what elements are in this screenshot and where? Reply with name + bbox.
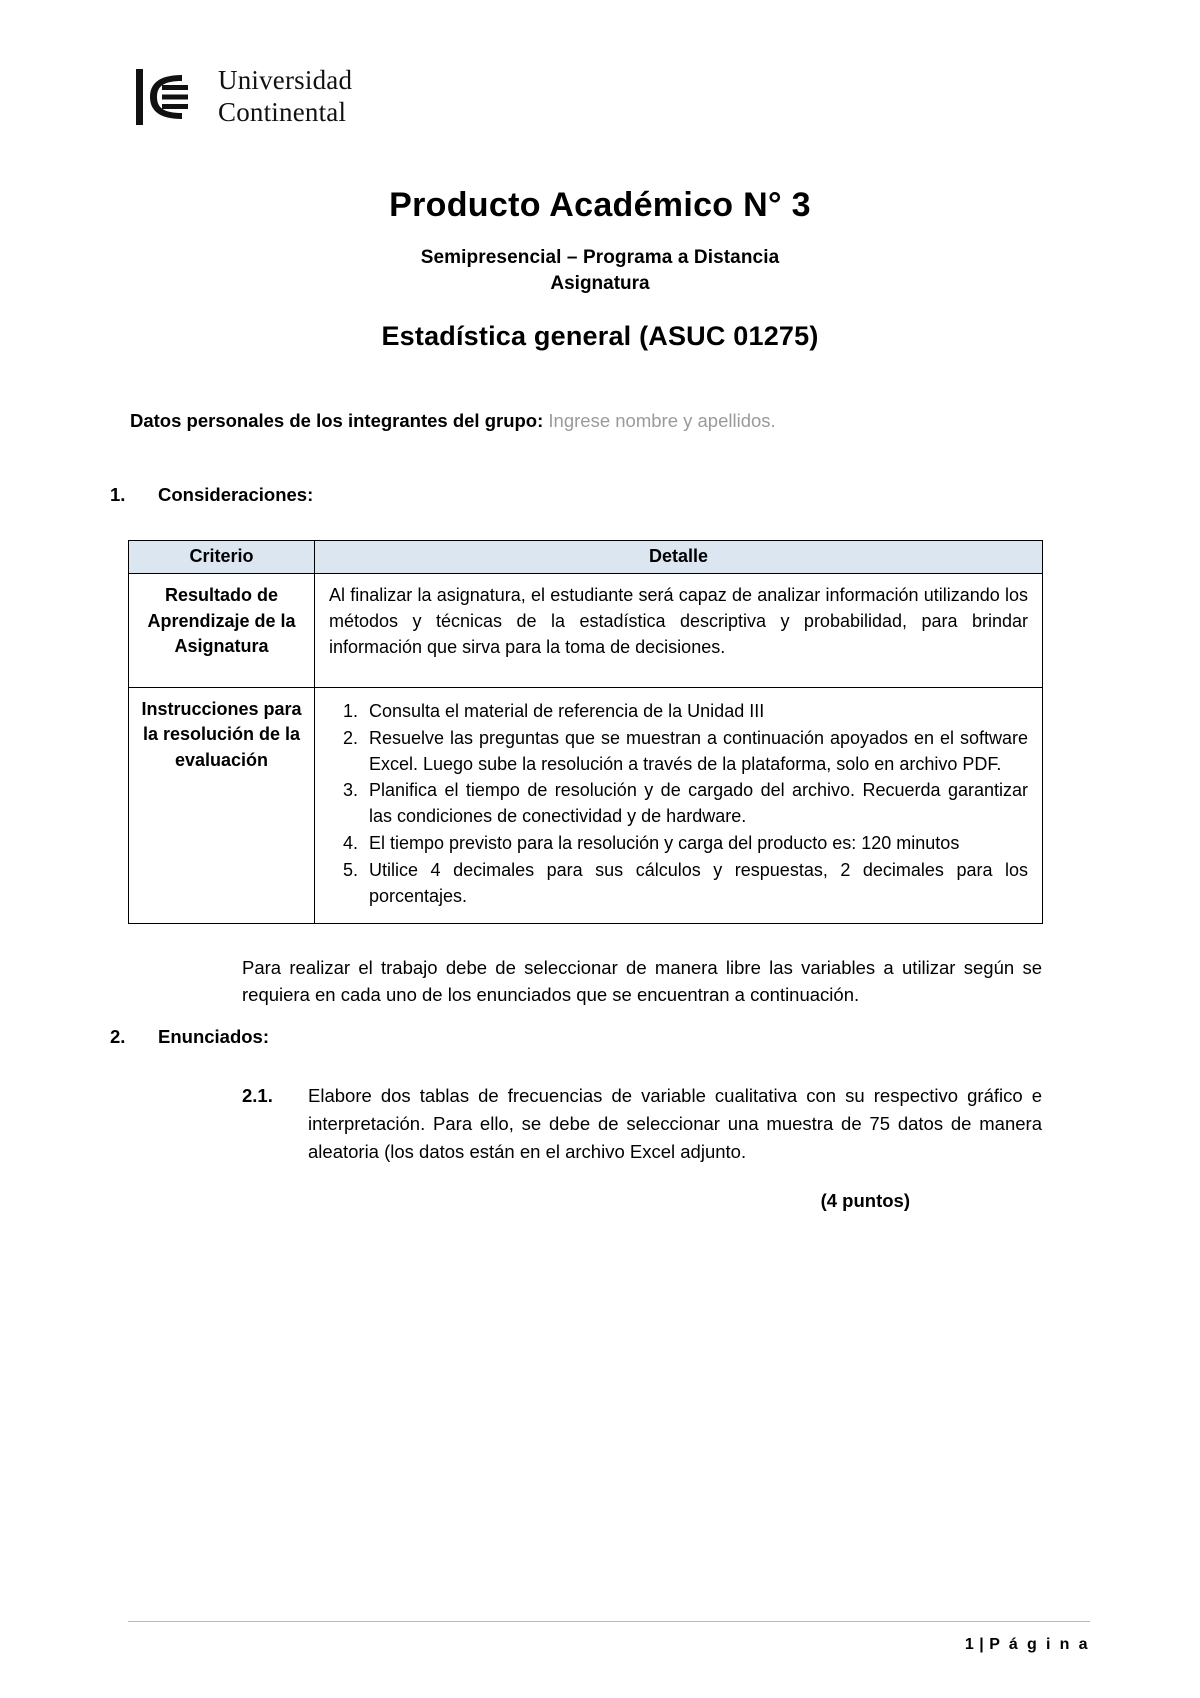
table-header-detalle: Detalle (315, 541, 1043, 574)
row-detail-instrucciones (315, 687, 1043, 923)
footer-separator: | (979, 1636, 985, 1653)
list-item: 2. Resuelve las preguntas que se muestran a continuación apoyados en el software Excel. Luego sube la resolución a través de la plataforma, solo en archivo PDF. (363, 726, 1028, 778)
program-subtitle: Semipresencial – Programa a Distancia (420, 247, 780, 268)
instructions-list (329, 699, 1028, 910)
table-row (129, 574, 1043, 688)
statement-text: Elabore dos tablas de frecuencias de variable cualitativa con su respectivo gráfico e interpretación. Para ello, se debe de seleccionar una muestra de 75 datos de manera aleatoria (los datos están en el archivo Excel adjunto. (308, 1084, 1042, 1163)
list-item: 3. Planifica el tiempo de resolución y de cargado del archivo. Recuerda garantizar las condiciones de conectividad y de hardware. (363, 778, 1028, 830)
asignatura-label: Asignatura (550, 273, 650, 294)
section-2-label: Enunciados: (158, 1025, 270, 1047)
statement-points: (4 puntos) (820, 1190, 910, 1212)
brand-line-2: Continental (218, 97, 347, 127)
brand-line-1: Universidad (218, 65, 353, 96)
list-item: 1. Consulta el material de referencia de la Unidad III (363, 699, 1028, 725)
list-item: 5. Utilice 4 decimales para sus cálculos y respuestas, 2 decimales para los porcentajes. (363, 858, 1028, 910)
section-1-label: Consideraciones: (158, 484, 314, 505)
footer-divider (128, 1621, 1090, 1622)
footer-page-word: P á g i n a (989, 1636, 1090, 1653)
footer-page-number: 1 (964, 1636, 975, 1653)
section-consideraciones (110, 484, 1090, 506)
row-label-resultado: Resultado de Aprendizaje de la Asignatura (129, 574, 315, 688)
personal-data-label: Datos personales de los integrantes del grupo: (130, 410, 544, 431)
row-detail-resultado: Al finalizar la asignatura, el estudiante será capaz de analizar información utilizando los métodos y técnicas de la estadística descriptiva y probabilidad, para brindar información que sirva para la toma de decisiones. (315, 574, 1043, 688)
brand-name (218, 65, 352, 129)
table-row (129, 687, 1043, 923)
section-2-number: 2. (110, 1025, 126, 1047)
brand-header (130, 54, 1090, 140)
list-item: 4. El tiempo previsto para la resolución y carga del producto es: 120 minutos (363, 831, 1028, 857)
universidad-continental-logo-icon (130, 61, 202, 133)
section-enunciados (110, 1026, 1090, 1048)
statement-2-1 (242, 1082, 1042, 1166)
personal-data-placeholder[interactable]: Ingrese nombre y apellidos. (543, 410, 776, 431)
section-1-number: 1. (110, 484, 126, 505)
table-header-criterio: Criterio (129, 541, 315, 574)
personal-data-line (130, 410, 1090, 432)
criteria-table (128, 540, 1043, 924)
footer-page-label (128, 1636, 1090, 1654)
intro-paragraph: Para realizar el trabajo debe de seleccionar de manera libre las variables a utilizar según se requiera en cada uno de los enunciados que se encuentran a continuación. (242, 956, 1042, 1005)
course-title: Estadística general (ASUC 01275) (381, 321, 819, 351)
table-header-row (129, 541, 1043, 574)
page-title: Producto Académico N° 3 (389, 186, 811, 224)
page-footer (128, 1621, 1090, 1654)
row-label-instrucciones: Instrucciones para la resolución de la evaluación (129, 687, 315, 923)
statement-index: 2.1. (242, 1084, 273, 1106)
